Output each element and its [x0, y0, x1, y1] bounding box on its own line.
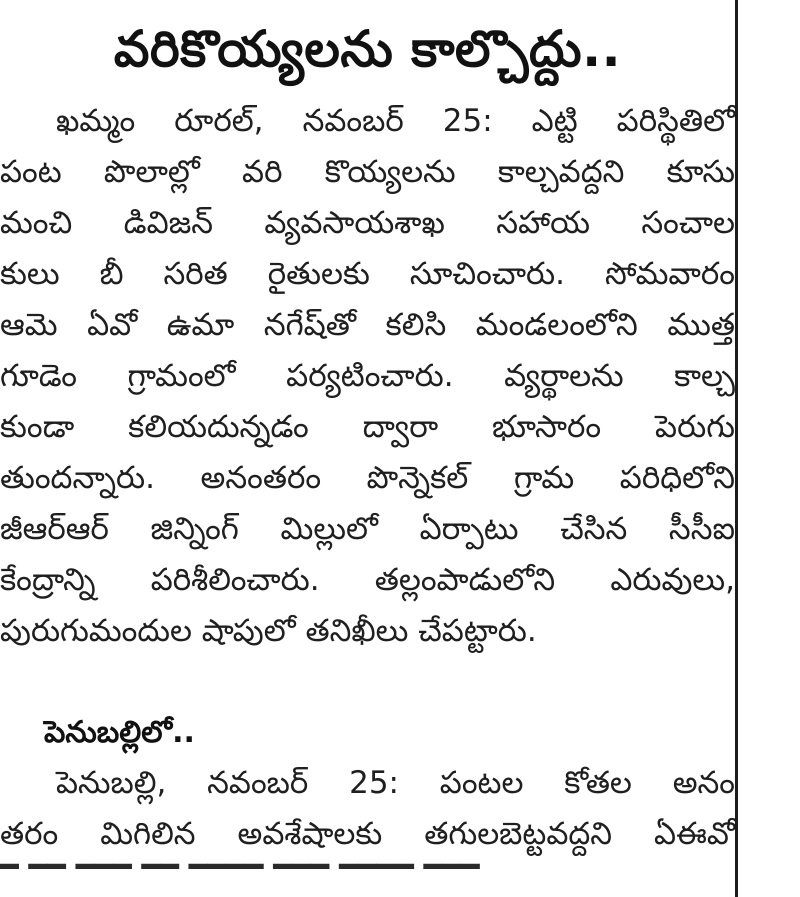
paragraph-1-line: తుందన్నారు. అనంతరం పొన్నెకల్‌ గ్రామ పరిధిలోని — [0, 460, 735, 496]
article-subheading: పెనుబల్లిలో.. — [44, 715, 195, 750]
paragraph-1-line: కుండా కలియదున్నడం ద్వారా భూసారం పెరుగు — [0, 409, 735, 445]
paragraph-1-line: కులు బీ సరిత రైతులకు సూచించారు. సోమవారం — [0, 256, 735, 292]
article-paragraph-1 — [0, 96, 735, 657]
column-divider — [735, 0, 738, 897]
paragraph-1-line: జీఆర్‌ఆర్‌ జిన్నింగ్‌ మిల్లులో ఏర్పాటు చేసిన సీసీఐ — [0, 511, 735, 547]
paragraph-1-line: పురుగుమందుల షాపులో తనిఖీలు చేపట్టారు. — [0, 613, 537, 649]
article-headline: వరికొయ్యలను కాల్చొద్దు.. — [113, 20, 622, 78]
paragraph-2-line: పెనుబల్లి, నవంబర్‌ 25: పంటల కోతల అనం — [56, 765, 735, 801]
paragraph-1-line: గూడెం గ్రామంలో పర్యటించారు. వ్యర్థాలను కాల్చ — [0, 358, 735, 394]
paragraph-2-line: తరం మిగిలిన అవశేషాలకు తగులబెట్టవద్దని ఏఈవో — [0, 816, 735, 852]
paragraph-1-line: ఆమె ఏవో ఉమా నగేష్‌తో కలిసి మండలంలోని ముత్త — [0, 307, 735, 343]
cropped-text-glyphs: ━ ━━ ━━━ ━━ ━━━━ ━━━ ━━━━ ━━━ — [0, 849, 480, 885]
paragraph-1-line: మంచి డివిజన్‌ వ్యవసాయశాఖ సహాయ సంచాల — [0, 205, 735, 241]
paragraph-1-line: పంట పొలాల్లో వరి కొయ్యలను కాల్చవద్దని కూసు — [0, 154, 735, 190]
paragraph-1-line: కేంద్రాన్ని పరిశీలించారు. తల్లంపాడులోని ఎరువులు, — [0, 562, 735, 598]
cropped-text-fragment — [0, 849, 735, 897]
paragraph-1-line: ఖమ్మం రూరల్‌, నవంబర్‌ 25: ఎట్టి పరిస్థితిలో — [56, 103, 735, 139]
